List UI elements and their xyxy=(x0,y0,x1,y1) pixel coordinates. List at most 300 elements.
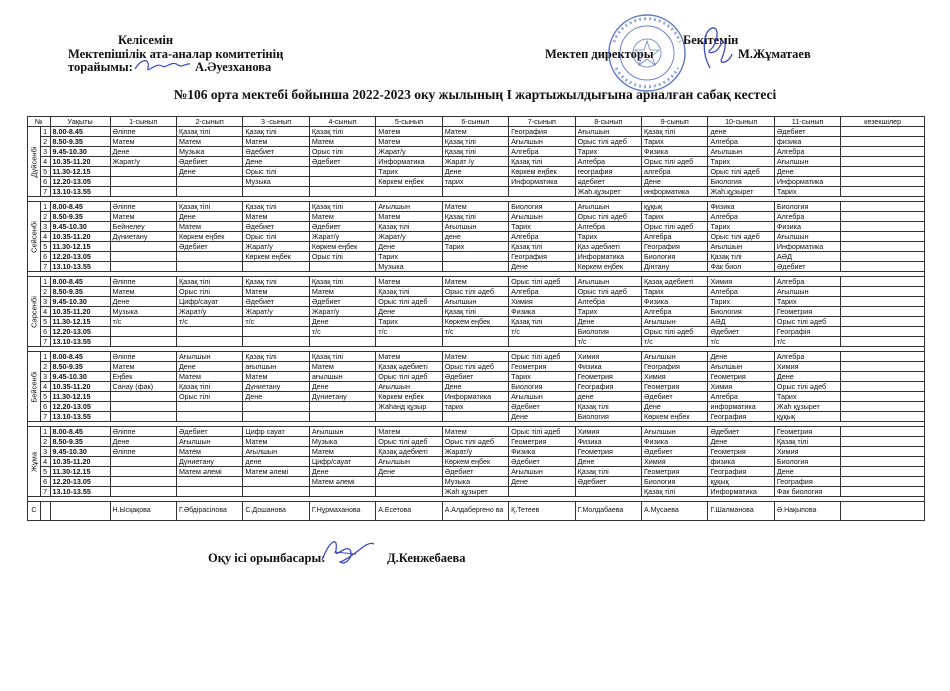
lesson-cell: Әдебиет xyxy=(509,402,575,412)
lesson-cell: Матем xyxy=(376,427,442,437)
lesson-cell xyxy=(110,457,176,467)
lesson-cell: Химия xyxy=(708,382,774,392)
lesson-cell: Ағылшын xyxy=(176,437,242,447)
lesson-cell: Қазақ тілі xyxy=(442,147,508,157)
lesson-row xyxy=(28,427,925,437)
lesson-number: 3 xyxy=(40,222,50,232)
lesson-row xyxy=(28,157,925,167)
duty-cell xyxy=(841,232,925,242)
teachers-row-label: С xyxy=(28,502,41,521)
lesson-number: 7 xyxy=(40,337,50,347)
lesson-cell: Қазақ тілі xyxy=(509,157,575,167)
lesson-cell: Дене xyxy=(309,317,375,327)
lesson-cell: Орыс тілі әдеб xyxy=(575,137,641,147)
lesson-number: 5 xyxy=(40,242,50,252)
lesson-cell xyxy=(110,412,176,422)
lesson-cell: Ағылшын xyxy=(176,352,242,362)
lesson-cell: Қазақ тілі xyxy=(509,242,575,252)
lesson-cell: Орыс тілі xyxy=(243,167,309,177)
lesson-cell: Геометрия xyxy=(708,372,774,382)
lesson-time: 13.10-13.55 xyxy=(50,187,110,197)
lesson-time: 8.50-9.35 xyxy=(50,362,110,372)
duty-cell xyxy=(841,327,925,337)
duty-cell xyxy=(841,252,925,262)
lesson-cell: Фак биол xyxy=(708,262,774,272)
lesson-cell: Дүниетану xyxy=(110,232,176,242)
lesson-cell: Матем әлемі xyxy=(309,477,375,487)
lesson-cell: Орыс тілі әдеб xyxy=(575,287,641,297)
lesson-cell: Жарат/у xyxy=(110,157,176,167)
lesson-number: 4 xyxy=(40,307,50,317)
lesson-cell: Ағылшын xyxy=(575,277,641,287)
lesson-cell xyxy=(176,412,242,422)
lesson-row xyxy=(28,262,925,272)
lesson-row xyxy=(28,392,925,402)
lesson-time: 11.30-12.15 xyxy=(50,242,110,252)
lesson-cell xyxy=(110,402,176,412)
lesson-cell: Тарих xyxy=(575,232,641,242)
lesson-cell: Геометрия xyxy=(708,447,774,457)
approval-right-name: М.Жұматаев xyxy=(738,47,811,61)
lesson-cell xyxy=(176,262,242,272)
lesson-cell: Қазақ әдебиеті xyxy=(642,277,708,287)
lesson-row xyxy=(28,382,925,392)
lesson-cell: Матем xyxy=(243,437,309,447)
lesson-cell: Жаһанд құзыр xyxy=(376,402,442,412)
lesson-cell: Физика xyxy=(708,202,774,212)
lesson-cell: Физика xyxy=(774,222,840,232)
lesson-cell: Матем xyxy=(442,277,508,287)
lesson-cell: Қазақ тілі xyxy=(509,317,575,327)
lesson-cell: Дене xyxy=(509,262,575,272)
lesson-cell: Орыс тілі әдеб xyxy=(708,167,774,177)
lesson-cell: Орыс тілі xyxy=(176,392,242,402)
lesson-cell: Ағылшын xyxy=(509,392,575,402)
lesson-cell: Ағылшын xyxy=(376,457,442,467)
teacher-name: Г.Молдабаева xyxy=(575,502,641,521)
lesson-cell: Тарих xyxy=(642,137,708,147)
lesson-cell: Әдебиет xyxy=(774,262,840,272)
lesson-cell: Матем xyxy=(442,352,508,362)
lesson-cell: Дене xyxy=(110,437,176,447)
lesson-cell xyxy=(110,262,176,272)
lesson-time: 8.50-9.35 xyxy=(50,137,110,147)
lesson-cell: Тарих xyxy=(376,317,442,327)
lesson-cell: Көркем еңбек xyxy=(509,167,575,177)
duty-cell xyxy=(841,127,925,137)
lesson-cell xyxy=(110,177,176,187)
lesson-cell: Орыс тілі әдеб xyxy=(774,317,840,327)
duty-cell xyxy=(841,437,925,447)
lesson-number: 6 xyxy=(40,327,50,337)
duty-cell xyxy=(841,402,925,412)
lesson-cell: Тарих xyxy=(708,297,774,307)
lesson-cell: Қазақ тілі xyxy=(442,137,508,147)
header-cell: 3 -сынып xyxy=(243,117,309,127)
lesson-cell: Информатика xyxy=(774,177,840,187)
lesson-cell xyxy=(110,187,176,197)
empty-cell xyxy=(50,502,110,521)
lesson-cell: Физика xyxy=(575,362,641,372)
lesson-cell: Қазақ тілі xyxy=(176,202,242,212)
duty-cell xyxy=(841,457,925,467)
lesson-cell: Еңбек xyxy=(110,372,176,382)
schedule-table xyxy=(27,116,925,521)
duty-cell xyxy=(841,467,925,477)
lesson-number: 3 xyxy=(40,447,50,457)
lesson-cell: Матем xyxy=(442,127,508,137)
lesson-cell: Биология xyxy=(708,177,774,187)
lesson-cell: Көркем еңбек xyxy=(376,392,442,402)
lesson-number: 6 xyxy=(40,402,50,412)
lesson-cell: Ағылшын xyxy=(376,202,442,212)
lesson-time: 12.20-13.05 xyxy=(50,477,110,487)
lesson-row xyxy=(28,477,925,487)
lesson-time: 8.00-8.45 xyxy=(50,352,110,362)
lesson-number: 2 xyxy=(40,437,50,447)
lesson-cell: Матем xyxy=(176,222,242,232)
lesson-row xyxy=(28,337,925,347)
lesson-cell: Қазақ әдебиеті xyxy=(376,447,442,457)
day-label: Бейсенбі xyxy=(29,370,39,403)
lesson-cell xyxy=(243,327,309,337)
lesson-cell: Орыс тілі әдеб xyxy=(509,352,575,362)
lesson-cell: Физика xyxy=(642,147,708,157)
lesson-cell: Алгебра xyxy=(708,287,774,297)
lesson-cell: Информатика xyxy=(575,252,641,262)
lesson-number: 5 xyxy=(40,392,50,402)
lesson-cell: Алгебра xyxy=(509,147,575,157)
lesson-time: 12.20-13.05 xyxy=(50,177,110,187)
lesson-cell: Тарих xyxy=(442,242,508,252)
lesson-cell: Алгебра xyxy=(774,147,840,157)
header-cell: Уақыты xyxy=(50,117,110,127)
lesson-cell xyxy=(376,337,442,347)
lesson-cell xyxy=(309,412,375,422)
day-label: Сейсенбі xyxy=(29,220,39,253)
lesson-row xyxy=(28,127,925,137)
lesson-cell xyxy=(110,167,176,177)
right-signature-icon xyxy=(692,24,734,74)
lesson-cell: Матем әлемі xyxy=(243,467,309,477)
lesson-time: 9.45-10.30 xyxy=(50,297,110,307)
lesson-row xyxy=(28,177,925,187)
lesson-cell: Ағылшын xyxy=(642,352,708,362)
lesson-cell xyxy=(110,242,176,252)
lesson-cell: Фак биология xyxy=(774,487,840,497)
lesson-cell: Ағылшын xyxy=(708,242,774,252)
lesson-cell xyxy=(442,337,508,347)
lesson-cell: Қазақ тілі xyxy=(708,252,774,262)
lesson-cell: Биология xyxy=(642,252,708,262)
lesson-cell: Матем xyxy=(376,352,442,362)
lesson-row xyxy=(28,252,925,262)
lesson-cell: Орыс тілі әдеб xyxy=(575,212,641,222)
teacher-name: С.Дошанова xyxy=(243,502,309,521)
lesson-number: 7 xyxy=(40,487,50,497)
lesson-cell xyxy=(243,337,309,347)
lesson-cell xyxy=(176,402,242,412)
lesson-cell: Орыс тілі xyxy=(309,252,375,262)
lesson-cell: Орыс тілі әдеб xyxy=(376,297,442,307)
lesson-row xyxy=(28,372,925,382)
lesson-cell: Санау (фак) xyxy=(110,382,176,392)
lesson-cell xyxy=(243,477,309,487)
lesson-number: 7 xyxy=(40,187,50,197)
lesson-cell: Әдебиет xyxy=(774,127,840,137)
teacher-name: Г.Әбдірасілова xyxy=(176,502,242,521)
lesson-cell: Ағылшын xyxy=(309,427,375,437)
lesson-cell: Матем xyxy=(243,212,309,222)
lesson-cell xyxy=(509,187,575,197)
lesson-cell: алгебра xyxy=(642,167,708,177)
header-cell: 6-сынып xyxy=(442,117,508,127)
lesson-cell: дене xyxy=(243,457,309,467)
lesson-cell: Көркем еңбек xyxy=(575,262,641,272)
lesson-cell: Тарих xyxy=(774,392,840,402)
lesson-cell: Информатика xyxy=(442,392,508,402)
lesson-row xyxy=(28,412,925,422)
lesson-cell: Дене xyxy=(376,467,442,477)
lesson-cell: Геометрия xyxy=(774,307,840,317)
lesson-row xyxy=(28,362,925,372)
duty-cell xyxy=(841,362,925,372)
lesson-cell xyxy=(376,412,442,422)
lesson-cell: Цифр/сауат xyxy=(176,297,242,307)
lesson-cell xyxy=(442,412,508,422)
lesson-cell: Ағылшын xyxy=(642,427,708,437)
approval-right-line1: Мектеп директоры xyxy=(545,47,654,61)
lesson-cell: Матем xyxy=(176,137,242,147)
lesson-time: 8.50-9.35 xyxy=(50,212,110,222)
lesson-cell: Қазақ тілі xyxy=(642,127,708,137)
lesson-cell: Әліппе xyxy=(110,352,176,362)
duty-cell xyxy=(841,262,925,272)
lesson-cell: Қазақ тілі xyxy=(309,277,375,287)
duty-cell xyxy=(841,157,925,167)
lesson-number: 2 xyxy=(40,287,50,297)
lesson-cell: Матем xyxy=(110,287,176,297)
lesson-cell: Дене xyxy=(309,467,375,477)
lesson-cell xyxy=(110,467,176,477)
lesson-cell: География xyxy=(509,127,575,137)
lesson-cell: Биология xyxy=(575,327,641,337)
lesson-cell: тарих xyxy=(442,177,508,187)
lesson-cell: құқық xyxy=(642,202,708,212)
approval-left-name: А.Әуезханова xyxy=(195,60,272,74)
lesson-cell: дене xyxy=(708,127,774,137)
lesson-cell: Көркем еңбек xyxy=(176,232,242,242)
lesson-cell: Әдебиет xyxy=(243,222,309,232)
lesson-cell: т/с xyxy=(774,337,840,347)
duty-cell xyxy=(841,212,925,222)
lesson-cell: Әліппе xyxy=(110,427,176,437)
lesson-cell: Музыка xyxy=(309,437,375,447)
duty-cell xyxy=(841,412,925,422)
lesson-cell xyxy=(509,487,575,497)
lesson-cell xyxy=(509,337,575,347)
lesson-cell: Алгебра xyxy=(708,137,774,147)
footer-label: Оқу ісі орынбасары: xyxy=(208,551,326,565)
lesson-cell: Биология xyxy=(509,382,575,392)
lesson-cell: Матем xyxy=(442,202,508,212)
lesson-time: 12.20-13.05 xyxy=(50,327,110,337)
lesson-time: 11.30-12.15 xyxy=(50,467,110,477)
lesson-cell: Дене xyxy=(708,352,774,362)
left-signature-icon xyxy=(132,54,192,76)
lesson-cell: Әдебиет xyxy=(442,467,508,477)
lesson-cell: Музыка xyxy=(110,307,176,317)
lesson-cell: Ағылшын xyxy=(376,382,442,392)
school-stamp-icon xyxy=(606,12,688,94)
lesson-cell: Орыс тілі әдеб xyxy=(642,222,708,232)
lesson-cell xyxy=(442,252,508,262)
lesson-cell: Дене xyxy=(110,147,176,157)
lesson-row xyxy=(28,187,925,197)
header-cell: 4-сынып xyxy=(309,117,375,127)
lesson-cell: Ағылшын xyxy=(708,362,774,372)
lesson-cell: Әдебиет xyxy=(309,297,375,307)
lesson-cell: Дене xyxy=(708,437,774,447)
lesson-time: 9.45-10.30 xyxy=(50,372,110,382)
duty-cell xyxy=(841,337,925,347)
duty-cell xyxy=(841,167,925,177)
lesson-cell: Алгебра xyxy=(774,277,840,287)
lesson-cell: География xyxy=(708,467,774,477)
footer-name: Д.Кенжебаева xyxy=(387,551,466,565)
lesson-cell xyxy=(309,187,375,197)
lesson-cell: Дене xyxy=(176,362,242,372)
lesson-cell: ағылшын xyxy=(243,362,309,372)
lesson-cell: Матем xyxy=(243,137,309,147)
lesson-cell: Музыка xyxy=(176,147,242,157)
day-label: Дүйсенбі xyxy=(29,145,39,178)
lesson-cell: Қазақ тілі xyxy=(575,402,641,412)
lesson-row xyxy=(28,467,925,477)
lesson-cell: Әдебиет xyxy=(642,447,708,457)
lesson-cell: География xyxy=(642,242,708,252)
lesson-cell: Матем xyxy=(376,127,442,137)
lesson-number: 4 xyxy=(40,382,50,392)
lesson-cell xyxy=(110,337,176,347)
lesson-cell: Орыс тілі әдеб xyxy=(642,327,708,337)
lesson-row xyxy=(28,327,925,337)
teacher-name: А.Мусаева xyxy=(642,502,708,521)
lesson-cell: Матем xyxy=(309,212,375,222)
lesson-cell: Дене xyxy=(774,467,840,477)
lesson-time: 9.45-10.30 xyxy=(50,222,110,232)
header-cell: 1-сынып xyxy=(110,117,176,127)
lesson-cell xyxy=(110,477,176,487)
lesson-cell: Қазақ тілі xyxy=(309,127,375,137)
lesson-cell: Орыс тілі әдеб xyxy=(774,382,840,392)
lesson-cell: Дене xyxy=(176,167,242,177)
lesson-cell: Дене xyxy=(176,212,242,222)
lesson-number: 3 xyxy=(40,297,50,307)
lesson-cell: Алгебра xyxy=(575,157,641,167)
lesson-cell: Алгебра xyxy=(708,212,774,222)
lesson-cell: Қазақ тілі xyxy=(642,487,708,497)
lesson-cell: Алгебра xyxy=(642,232,708,242)
lesson-cell: т/с xyxy=(309,327,375,337)
lesson-cell: Дүниетану xyxy=(243,382,309,392)
lesson-cell: Физика xyxy=(575,437,641,447)
header-cell: № xyxy=(28,117,51,127)
lesson-cell xyxy=(309,402,375,412)
lesson-cell: Орыс тілі әдеб xyxy=(376,372,442,382)
lesson-cell: Жарат/у xyxy=(376,232,442,242)
lesson-cell: Ағылшын xyxy=(642,317,708,327)
lesson-cell: Жаһ.құзырет xyxy=(575,187,641,197)
lesson-cell: Биология xyxy=(509,202,575,212)
lesson-cell: Орыс тілі әдеб xyxy=(509,277,575,287)
lesson-cell: Ағылшын xyxy=(708,147,774,157)
lesson-cell: Химия xyxy=(642,457,708,467)
day-label-cell xyxy=(28,202,41,272)
lesson-cell xyxy=(309,167,375,177)
header-cell: 8-сынып xyxy=(575,117,641,127)
lesson-cell: Дене xyxy=(642,177,708,187)
lesson-cell: Қазақ тілі xyxy=(176,277,242,287)
lesson-cell: Әдебиет xyxy=(176,427,242,437)
lesson-cell: Матем xyxy=(243,287,309,297)
lesson-time: 13.10-13.55 xyxy=(50,337,110,347)
page-title: №106 орта мектебі бойынша 2022-2023 оку жылының I жартыжылдығына арналған сабақ кестесі xyxy=(173,87,777,102)
lesson-cell: Дүниетану xyxy=(176,457,242,467)
lesson-cell xyxy=(176,187,242,197)
lesson-cell: Химия xyxy=(774,362,840,372)
lesson-cell: Алгебра xyxy=(708,392,774,402)
lesson-cell xyxy=(309,177,375,187)
lesson-cell: Әдебиет xyxy=(509,457,575,467)
lesson-cell xyxy=(176,477,242,487)
lesson-number: 1 xyxy=(40,427,50,437)
lesson-row xyxy=(28,277,925,287)
lesson-cell: т/с xyxy=(243,317,309,327)
lesson-cell: Алгебра xyxy=(575,297,641,307)
lesson-cell: Әдебиет xyxy=(442,372,508,382)
lesson-cell: Орыс тілі әдеб xyxy=(376,437,442,447)
lesson-time: 8.00-8.45 xyxy=(50,427,110,437)
lesson-cell: Жарат/у xyxy=(309,307,375,317)
lesson-cell: Дене xyxy=(243,157,309,167)
lesson-row xyxy=(28,137,925,147)
lesson-time: 13.10-13.55 xyxy=(50,487,110,497)
lesson-cell: Геометрия xyxy=(642,382,708,392)
lesson-cell: Дінтану xyxy=(642,262,708,272)
lesson-cell: Физика xyxy=(642,297,708,307)
lesson-cell: Ағылшын xyxy=(243,447,309,457)
lesson-number: 6 xyxy=(40,477,50,487)
lesson-cell: Геометрия xyxy=(575,372,641,382)
lesson-cell: Музыка xyxy=(376,262,442,272)
day-label-cell xyxy=(28,427,41,497)
lesson-cell: Қазақ тілі xyxy=(243,127,309,137)
lesson-cell: География xyxy=(774,477,840,487)
lesson-cell: Ағылшын xyxy=(509,137,575,147)
lesson-cell: Әліппе xyxy=(110,277,176,287)
lesson-cell xyxy=(376,187,442,197)
teacher-name: Н.Ысқақова xyxy=(110,502,176,521)
day-label: Жұма xyxy=(29,451,39,472)
lesson-time: 10.35-11.20 xyxy=(50,307,110,317)
lesson-cell: география xyxy=(575,167,641,177)
lesson-cell: Дене xyxy=(774,372,840,382)
duty-cell xyxy=(841,477,925,487)
lesson-time: 10.35-11.20 xyxy=(50,157,110,167)
lesson-cell: Орыс тілі әдеб xyxy=(642,157,708,167)
lesson-cell: Қазақ тілі xyxy=(575,467,641,477)
